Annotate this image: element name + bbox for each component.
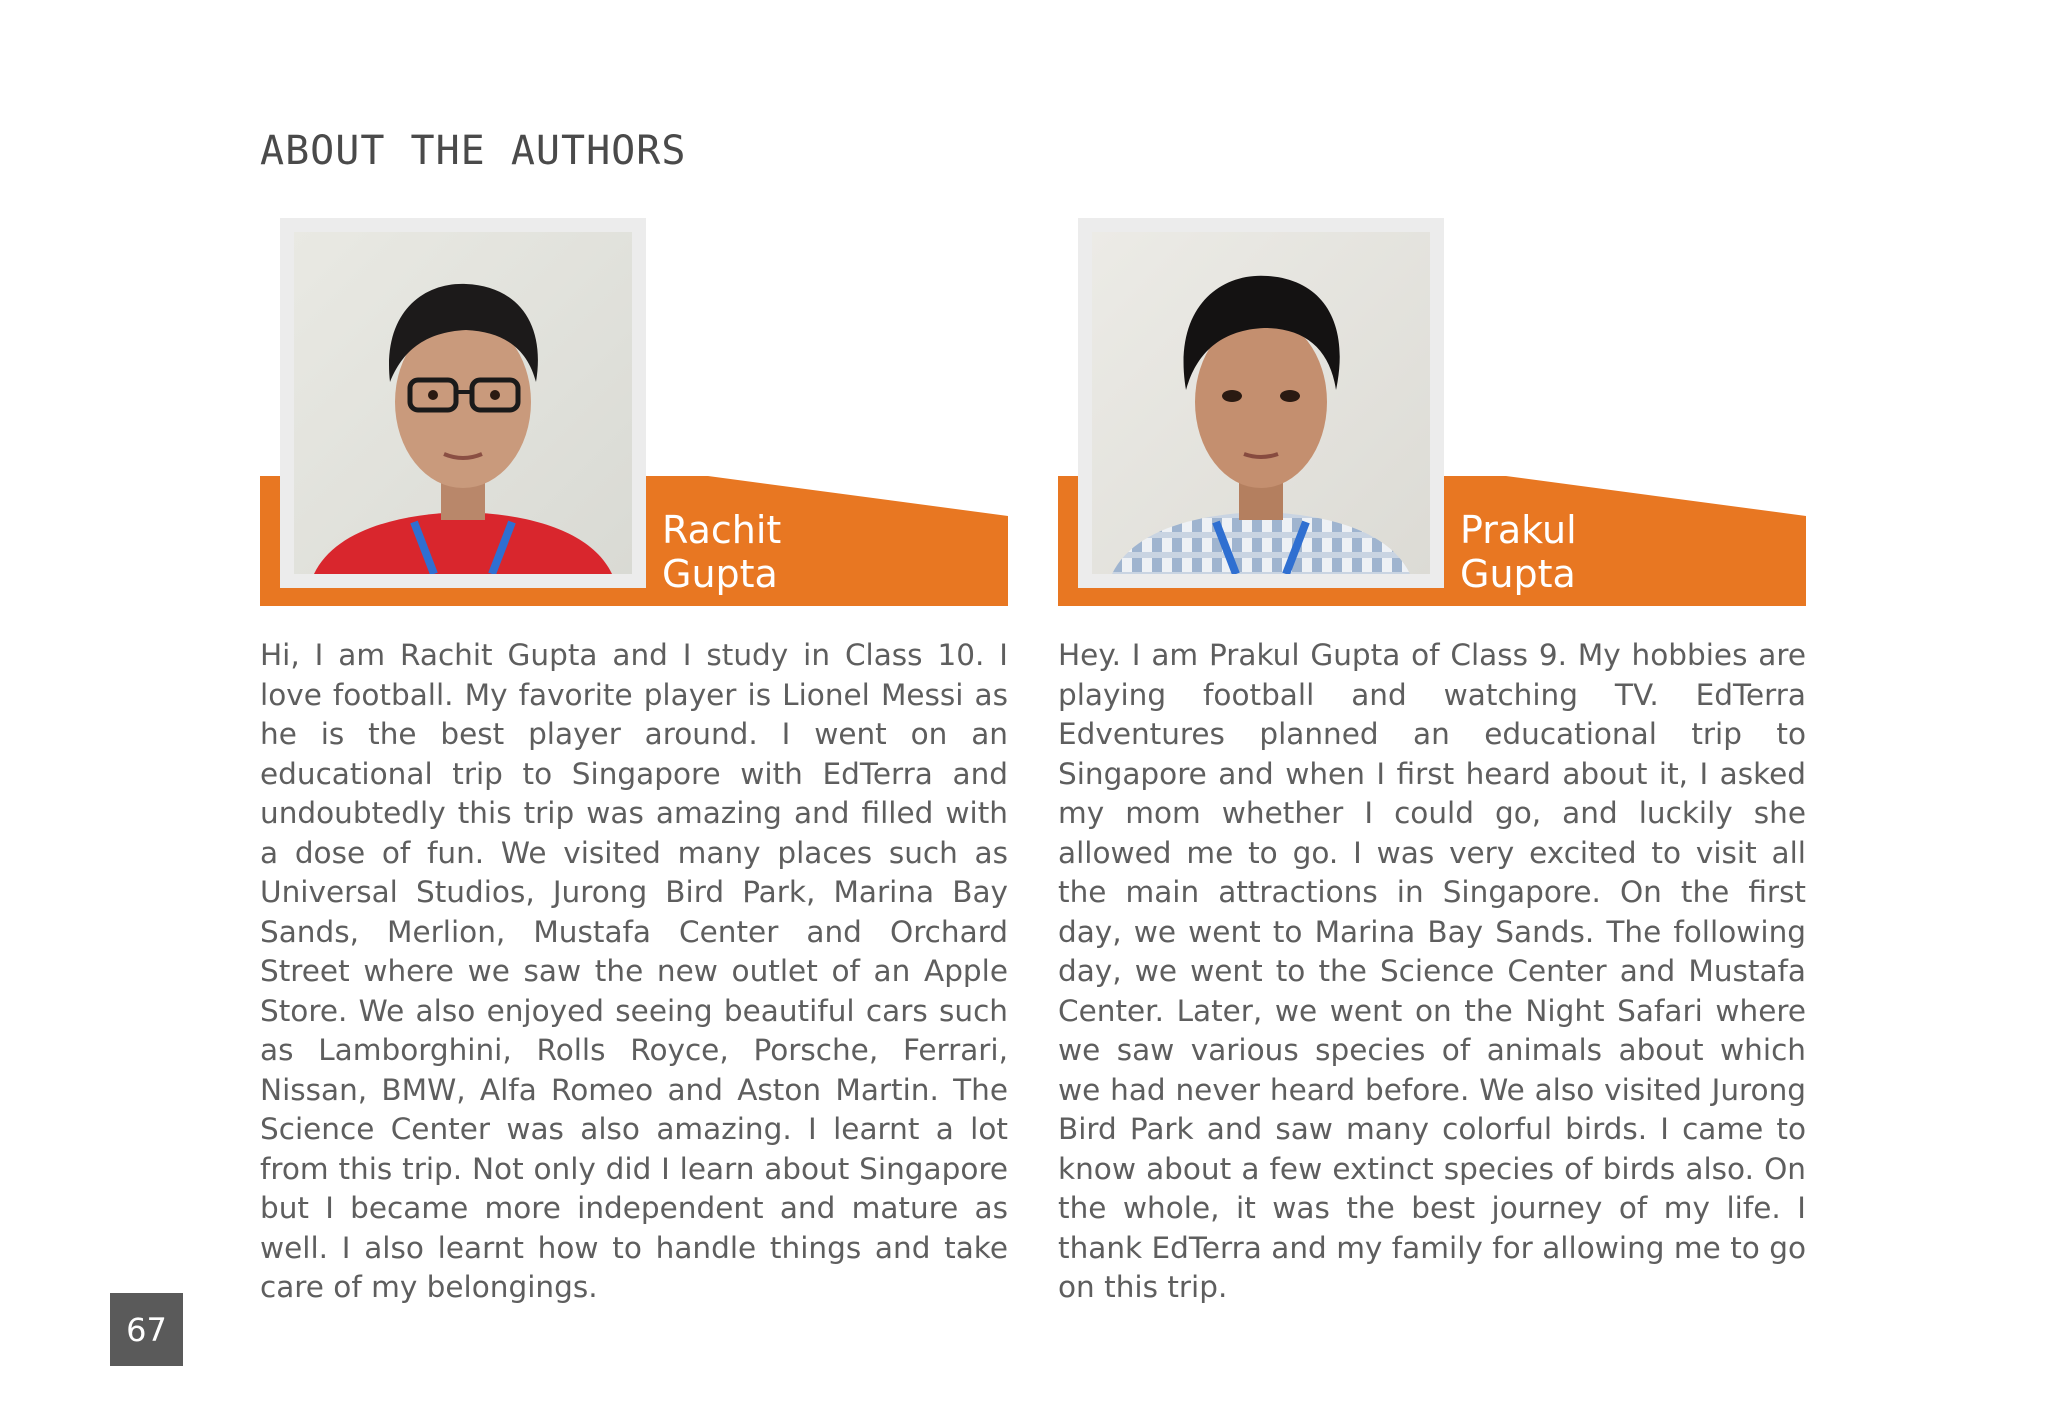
author-first-name: Rachit [662, 508, 782, 552]
author-bio: Hey. I am Prakul Gupta of Class 9. My hobbies are playing football and watching TV. EdTerra Edventures planned an educational trip to Singapore and when I first heard about it, I asked my mom whether I could go, and luckily she allowed me to go. I was very excited to visit all the main attractions in Singapore. On the first day, we went to Marina Bay Sands. The following day, we went to the Science Center and Mustafa Center. Later, we went on the Night Safari where we saw various species of animals about which we had never heard before. We also visited Jurong Bird Park and saw many colorful birds. I came to know about a few extinct species of birds also. On the whole, it was the best journey of my life. I thank EdTerra and my family for allowing me to go on this trip. [1058, 638, 1806, 1304]
author-name [1460, 508, 1660, 596]
page-title: ABOUT THE AUTHORS [260, 128, 687, 174]
author-bio: Hi, I am Rachit Gupta and I study in Class 10. I love football. My favorite player is Lionel Messi as he is the best player around. I went on an educational trip to Singapore with EdTerra and undoubtedly this trip was amazing and filled with a dose of fun. We visited many places such as Universal Studios, Jurong Bird Park, Marina Bay Sands, Merlion, Mustafa Center and Orchard Street where we saw the new outlet of an Apple Store. We also enjoyed seeing beautiful cars such as Lamborghini, Rolls Royce, Porsche, Ferrari, Nissan, BMW, Alfa Romeo and Aston Martin. The Science Center was also amazing. I learnt a lot from this trip. Not only did I learn about Singapore but I became more independent and mature as well. I also learnt how to handle things and take care of my belongings. [260, 638, 1008, 1304]
author-name [662, 508, 862, 596]
author-photo-frame [280, 218, 646, 588]
author-photo-rachit [294, 232, 632, 574]
author-photo-frame [1078, 218, 1444, 588]
author-photo-prakul [1092, 232, 1430, 574]
author-last-name: Gupta [1460, 552, 1576, 596]
author-last-name: Gupta [662, 552, 778, 596]
author-first-name: Prakul [1460, 508, 1577, 552]
page-number: 67 [110, 1293, 183, 1366]
